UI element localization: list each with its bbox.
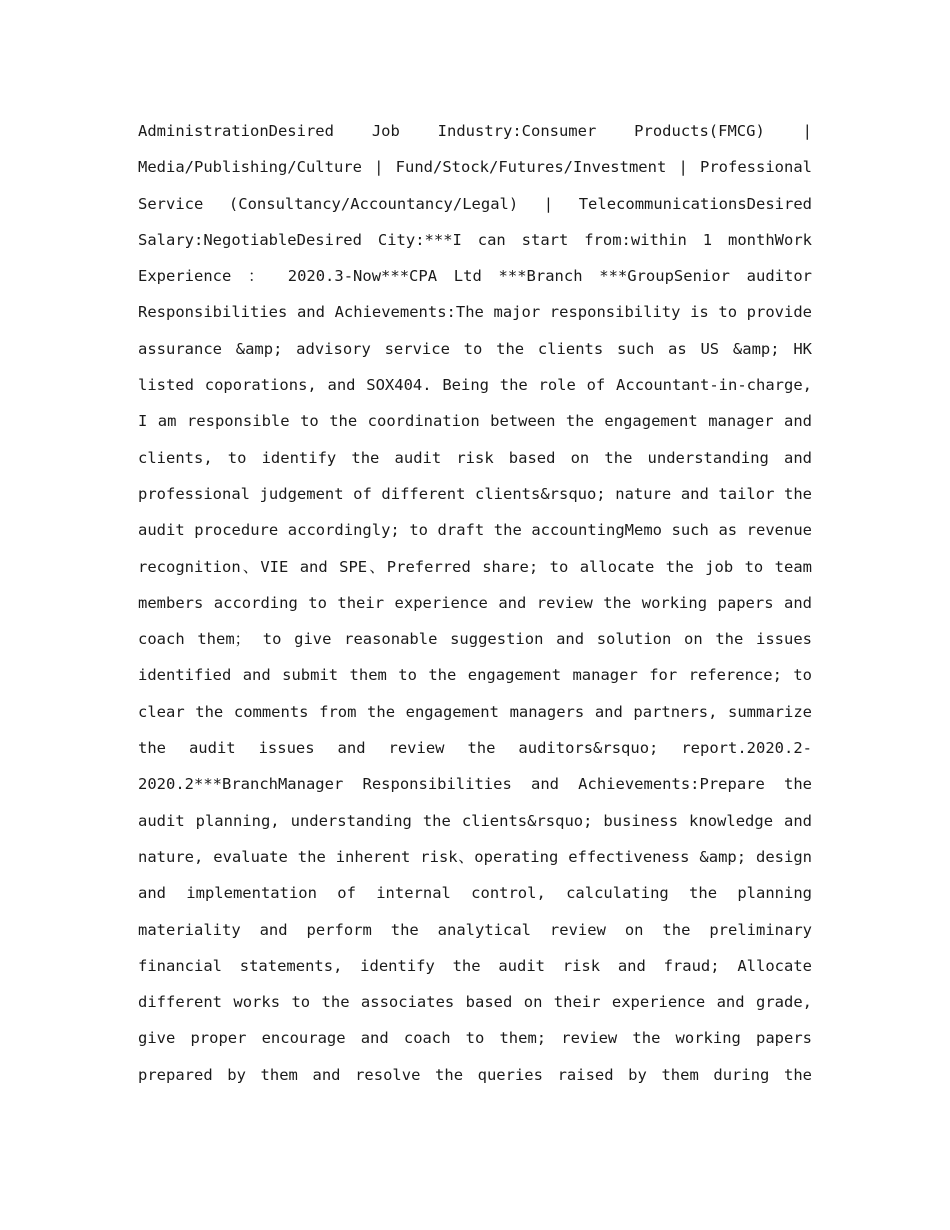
text-line: listed coporations, and SOX404. Being the role of Accountant-in-charge, (138, 376, 812, 395)
text-line: AdministrationDesired Job Industry:Consumer Products(FMCG) | (138, 122, 812, 140)
text-line: give proper encourage and coach to them; review the working papers (138, 1029, 812, 1048)
text-line: Experience ： 2020.3-Now***CPA Ltd ***Branch ***GroupSenior auditor (138, 267, 812, 286)
text-line: coach them； to give reasonable suggestion and solution on the issues (138, 630, 812, 649)
text-line: financial statements, identify the audit risk and fraud; Allocate (138, 956, 812, 975)
text-line: clients, to identify the audit risk based on the understanding and (138, 448, 812, 467)
text-line: materiality and perform the analytical review on the preliminary (138, 920, 812, 939)
text-line: Service (Consultancy/Accountancy/Legal) | TelecommunicationsDesired (138, 194, 812, 213)
text-line: identified and submit them to the engagement manager for reference; to (138, 666, 812, 685)
text-line: the audit issues and review the auditors&rsquo; report.2020.2- (138, 739, 812, 758)
text-line: nature, evaluate the inherent risk、operating effectiveness &amp; design (138, 847, 812, 866)
text-line: prepared by them and resolve the queries raised by them during the (138, 1065, 812, 1084)
text-line: different works to the associates based on their experience and grade, (138, 993, 812, 1012)
text-line: Salary:NegotiableDesired City:***I can start from:within 1 monthWork (138, 230, 812, 249)
text-line: audit planning, understanding the clients&rsquo; business knowledge and (138, 811, 812, 830)
text-line: assurance &amp; advisory service to the clients such as US &amp; HK (138, 339, 812, 358)
text-line: audit procedure accordingly; to draft the accountingMemo such as revenue (138, 521, 812, 540)
text-line: recognition、VIE and SPE、Preferred share; to allocate the job to team (138, 557, 812, 576)
text-line: Media/Publishing/Culture | Fund/Stock/Futures/Investment | Professional (138, 158, 812, 177)
text-line: Responsibilities and Achievements:The major responsibility is to provide (138, 303, 812, 322)
text-line: professional judgement of different clients&rsquo; nature and tailor the (138, 484, 812, 503)
text-line: members according to their experience and review the working papers and (138, 593, 812, 612)
resume-body-text (138, 113, 812, 1093)
text-line: 2020.2***BranchManager Responsibilities and Achievements:Prepare the (138, 775, 812, 794)
text-line: clear the comments from the engagement managers and partners, summarize (138, 702, 812, 721)
text-line: I am responsible to the coordination between the engagement manager and (138, 412, 812, 431)
text-line: and implementation of internal control, calculating the planning (138, 884, 812, 903)
